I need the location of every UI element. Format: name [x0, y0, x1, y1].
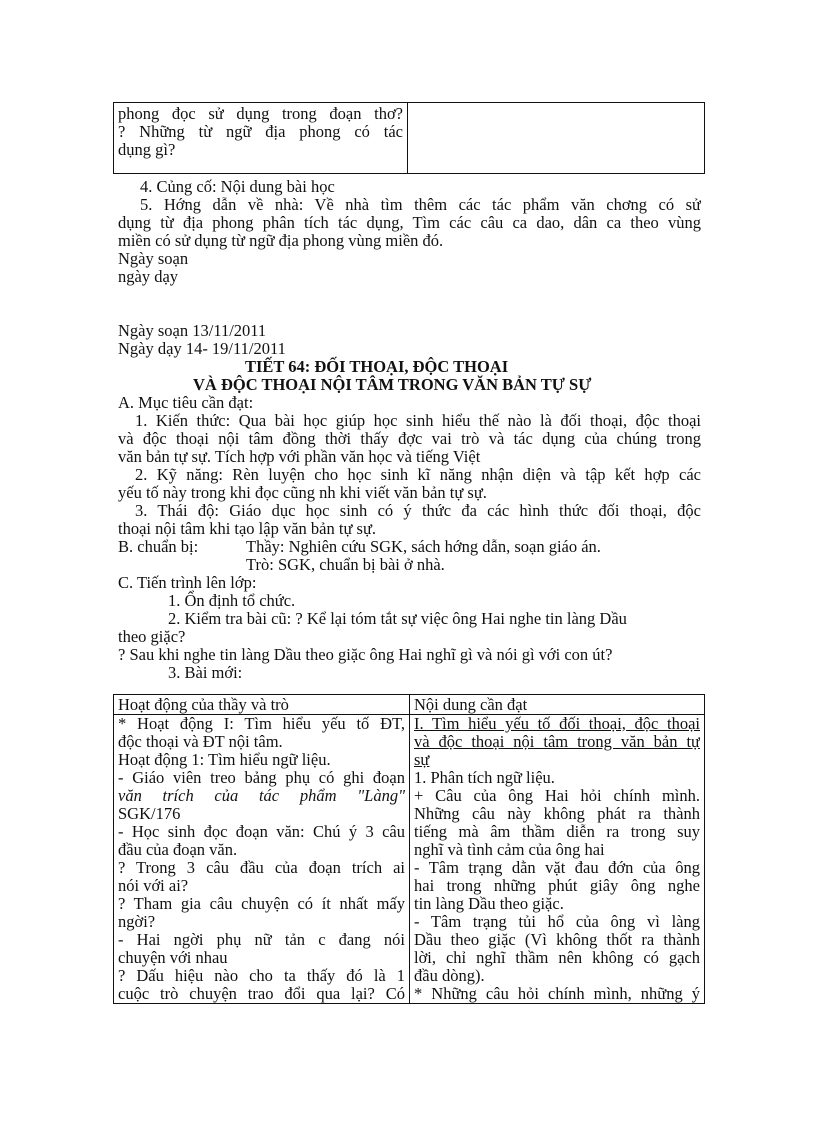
activity-line: * Hoạt động I: Tìm hiểu yếu tố ĐT,: [118, 715, 405, 733]
activities-cell: [114, 715, 410, 1004]
objective-skill-line-1: 2. Kỹ năng: Rèn luyện cho học sinh kĩ năng nhận diện và tập kết hợp các: [135, 466, 701, 484]
content-line: * Những câu hỏi chính mình, những ý: [414, 985, 700, 1003]
content-line: hai trong những phút giây ông nghe: [414, 877, 700, 895]
activity-line: độc thoại và ĐT nội tâm.: [118, 733, 283, 751]
homework-line-3: miền có sử dụng từ ngữ địa phong vùng miền đó.: [118, 231, 444, 250]
activity-line: ? Trong 3 câu đầu của đoạn trích ai: [118, 859, 405, 877]
activity-line: cuộc trò chuyện trao đổi qua lại? Có: [118, 985, 405, 1003]
activity-line: - Hai ngời phụ nữ tản c đang nói: [118, 931, 405, 949]
lesson-title-line-1: TIẾT 64: ĐỐI THOẠI, ĐỘC THOẠI: [245, 357, 509, 376]
text-line: dụng gì?: [118, 141, 176, 159]
homework-line-1: 5. Hớng dẫn về nhà: Về nhà tìm thêm các tác phẩm văn chơng có sử: [140, 196, 701, 214]
procedure-step-2-line-1: 2. Kiểm tra bài cũ: ? Kể lại tóm tắt sự việc ông Hai nghe tin làng Dầu: [168, 609, 627, 628]
continuation-table: [113, 102, 705, 174]
date-taught: Ngày dạy 14- 19/11/2011: [118, 339, 286, 358]
content-line: Dầu theo giặc (Vì không thốt ra thành: [414, 931, 700, 949]
prep-date-label: Ngày soạn: [118, 249, 189, 268]
content-line: - Tâm trạng dằn vặt đau đớn của ông: [414, 859, 700, 877]
date-prepared: Ngày soạn 13/11/2011: [118, 321, 267, 340]
homework-line-2: dụng từ địa phong phân tích tác dụng, Tìm các câu ca dao, dân ca theo vùng: [118, 214, 701, 232]
content-line: - Tâm trạng tủi hổ của ông vì làng: [414, 913, 700, 931]
objective-attitude-line-2: thoại nội tâm khi tạo lập văn bản tự sự.: [118, 519, 377, 538]
header-left-cell: [114, 695, 410, 715]
objective-knowledge-line-2: và độc thoại nội tâm đồng thời thấy đợc vai trò và tác dụng của chúng trong: [118, 430, 701, 448]
activity-line: ? Dấu hiệu nào cho ta thấy đó là 1: [118, 967, 405, 985]
activity-line: Hoạt động 1: Tìm hiểu ngữ liệu.: [118, 751, 331, 769]
header-right-cell: [410, 695, 705, 715]
teach-date-label: ngày dạy: [118, 267, 179, 286]
content-heading-line: và độc thoại nội tâm trong văn bản tự: [414, 733, 700, 751]
activity-line: văn trích của tác phẩm "Làng": [118, 787, 405, 805]
content-line: lời, chỉ nghĩ thầm nên không có gạch: [414, 949, 700, 967]
consolidation-item: 4. Củng cố: Nội dung bài học: [140, 177, 335, 196]
preparation-student: Trò: SGK, chuẩn bị bài ở nhà.: [246, 555, 445, 574]
activity-table: [113, 694, 705, 1004]
text-line: ? Những từ ngữ địa phong có tác: [118, 123, 403, 141]
content-line: 1. Phân tích ngữ liệu.: [414, 769, 555, 787]
column-header-activities: Hoạt động của thầy và trò: [118, 696, 289, 714]
content-cell: [410, 715, 705, 1004]
activity-line: - Học sinh đọc đoạn văn: Chú ý 3 câu: [118, 823, 405, 841]
objective-knowledge-line-3: văn bản tự sự. Tích hợp với phần văn học và tiếng Việt: [118, 447, 481, 466]
content-line: Những câu này không phát ra thành: [414, 805, 700, 823]
continuation-right-cell: [408, 103, 705, 174]
objective-attitude-line-1: 3. Thái độ: Giáo dục học sinh có ý thức đa các hình thức đối thoại, độc: [135, 502, 701, 520]
section-a-heading: A. Mục tiêu cần đạt:: [118, 393, 254, 412]
content-line: đầu dòng).: [414, 967, 485, 985]
objective-skill-line-2: yếu tố này trong khi đọc cũng nh khi viết văn bản tự sự.: [118, 483, 487, 502]
procedure-step-2-line-2: theo giặc?: [118, 627, 186, 646]
activity-line: ngời?: [118, 913, 156, 931]
activity-line: đầu của đoạn văn.: [118, 841, 238, 859]
content-line: tiếng mà âm thầm diễn ra trong suy: [414, 823, 700, 841]
activity-line: - Giáo viên treo bảng phụ có ghi đoạn: [118, 769, 405, 787]
activity-line: ? Tham gia câu chuyện có ít nhất mấy: [118, 895, 405, 913]
content-heading-line: sự: [414, 751, 430, 769]
procedure-step-1: 1. Ổn định tổ chức.: [168, 591, 296, 610]
procedure-step-2-line-3: ? Sau khi nghe tin làng Dầu theo giặc ông Hai nghĩ gì và nói gì với con út?: [118, 645, 613, 664]
activity-line: nói với ai?: [118, 877, 189, 895]
activity-line: chuyện với nhau: [118, 949, 228, 967]
column-header-content: Nội dung cần đạt: [414, 696, 528, 714]
procedure-step-3: 3. Bài mới:: [168, 663, 243, 682]
activity-line: SGK/176: [118, 805, 181, 823]
continuation-left-cell: [114, 103, 408, 174]
section-b-heading: B. chuẩn bị:: [118, 537, 199, 556]
preparation-teacher: Thầy: Nghiên cứu SGK, sách hớng dẫn, soạn giáo án.: [246, 537, 601, 556]
content-heading-line: I. Tìm hiểu yếu tố đối thoại, độc thoại: [414, 715, 700, 733]
text-line: phong đọc sử dụng trong đoạn thơ?: [118, 105, 403, 123]
lesson-title-line-2: VÀ ĐỘC THOẠI NỘI TÂM TRONG VĂN BẢN TỰ SỰ: [193, 375, 592, 394]
objective-knowledge-line-1: 1. Kiến thức: Qua bài học giúp học sinh hiểu thế nào là đối thoại, độc thoại: [135, 412, 701, 430]
content-line: tin làng Dầu theo giặc.: [414, 895, 564, 913]
section-c-heading: C. Tiến trình lên lớp:: [118, 573, 257, 592]
content-line: nghĩ và tình cảm của ông hai: [414, 841, 605, 859]
content-line: + Câu của ông Hai hỏi chính mình.: [414, 787, 700, 805]
